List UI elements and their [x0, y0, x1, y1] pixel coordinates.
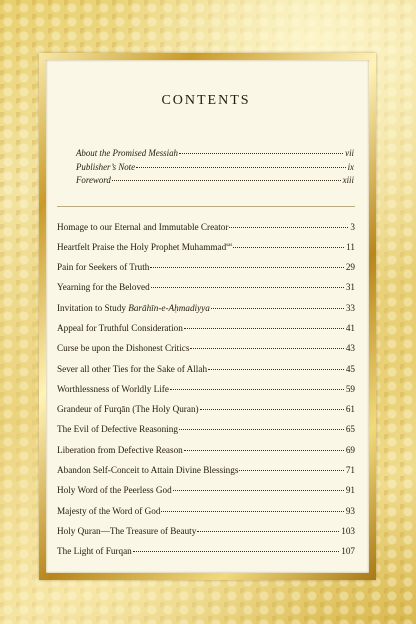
entry-title — [57, 399, 199, 419]
dot-leader — [179, 153, 343, 154]
entry-title — [57, 257, 149, 277]
page-number: ix — [347, 161, 354, 172]
page-number: 33 — [345, 302, 355, 313]
dot-leader — [208, 369, 344, 370]
page-number: 71 — [345, 465, 355, 476]
entry-title — [57, 460, 238, 480]
dot-leader — [239, 470, 343, 471]
dot-leader — [161, 511, 343, 512]
dot-leader — [184, 328, 344, 329]
page-number: 91 — [345, 485, 355, 496]
dot-leader — [200, 409, 344, 410]
dot-leader — [184, 450, 344, 451]
dot-leader — [233, 247, 344, 248]
toc-entry[interactable] — [57, 359, 355, 379]
dot-leader — [197, 531, 339, 532]
entry-title-text: Publisher’s Note — [76, 161, 136, 172]
page-number: 11 — [346, 241, 355, 252]
page-number: 59 — [345, 383, 355, 394]
dot-leader — [150, 267, 343, 268]
entry-title — [57, 419, 178, 439]
toc-entry[interactable] — [57, 399, 355, 419]
entry-title-text: The Evil of Defective Reasoning — [57, 424, 178, 435]
dot-leader — [229, 227, 348, 228]
toc-entry[interactable] — [57, 161, 355, 175]
front-matter-list — [57, 147, 355, 188]
chapter-list — [57, 217, 355, 562]
page-number: 65 — [345, 424, 355, 435]
toc-entry[interactable] — [57, 419, 355, 439]
entry-title-text: Appeal for Truthful Consideration — [57, 322, 183, 333]
entry-title-italic: Barāhīn-e-Aḥmadiyya — [128, 302, 210, 313]
entry-title — [57, 521, 196, 541]
toc-entry[interactable] — [57, 338, 355, 358]
entry-title — [57, 298, 210, 318]
dot-leader — [112, 180, 341, 181]
page-number: 41 — [345, 322, 355, 333]
entry-title — [57, 217, 228, 237]
toc-entry[interactable] — [57, 217, 355, 237]
entry-title — [57, 379, 169, 399]
contents-page — [46, 60, 369, 573]
page-title: CONTENTS — [161, 93, 251, 108]
entry-title-text: Curse be upon the Dishonest Critics — [57, 343, 190, 354]
toc-entry[interactable] — [57, 147, 355, 161]
entry-title — [76, 147, 178, 161]
entry-title-text: Liberation from Defective Reason — [57, 444, 183, 455]
dot-leader — [170, 389, 344, 390]
entry-title-text: Foreword — [76, 175, 111, 185]
toc-entry[interactable] — [57, 257, 355, 277]
page-number: vii — [345, 148, 354, 158]
page-number: 61 — [345, 404, 355, 415]
entry-title-text: Heartfelt Praise the Holy Prophet Muhammad — [57, 241, 227, 252]
entry-title — [57, 440, 183, 460]
toc-entry[interactable] — [57, 480, 355, 500]
entry-title — [57, 501, 160, 521]
dot-leader — [136, 167, 346, 168]
toc-entry[interactable] — [57, 521, 355, 541]
dot-leader — [211, 308, 344, 309]
entry-title-text: Homage to our Eternal and Immutable Creator — [57, 221, 229, 232]
honorific-superscript: sas — [226, 242, 233, 248]
gold-frame — [39, 53, 376, 580]
entry-title-text: Grandeur of Furqān (The Holy Quran) — [57, 404, 199, 415]
entry-title-text: Sever all other Ties for the Sake of Allah — [57, 363, 208, 374]
toc-entry[interactable] — [57, 237, 355, 257]
toc-entry[interactable] — [57, 298, 355, 318]
entry-title-text: Abandon Self-Conceit to Attain Divine Blessings — [57, 465, 239, 476]
dot-leader — [179, 429, 344, 430]
entry-title — [57, 237, 232, 257]
divider — [57, 206, 355, 207]
entry-title — [57, 318, 183, 338]
dot-leader — [133, 551, 339, 552]
toc-entry[interactable] — [57, 440, 355, 460]
entry-title-text: Invitation to Study — [57, 302, 129, 313]
toc-entry[interactable] — [57, 541, 355, 561]
entry-title — [57, 359, 207, 379]
page-number: 107 — [341, 546, 355, 557]
toc-entry[interactable] — [57, 460, 355, 480]
entry-title-text: About the Promised Messiah — [76, 148, 178, 158]
entry-title — [76, 161, 135, 175]
page-number: 43 — [345, 343, 355, 354]
dot-leader — [173, 490, 344, 491]
dot-leader — [190, 348, 343, 349]
entry-title-text: Holy Quran—The Treasure of Beauty — [57, 525, 197, 536]
toc-entry[interactable] — [57, 501, 355, 521]
page-number: 93 — [345, 505, 355, 516]
page-number: 69 — [345, 444, 355, 455]
entry-title — [57, 277, 150, 297]
entry-title — [57, 338, 189, 358]
page-number: xiii — [342, 175, 354, 185]
entry-title-text: The Light of Furqan — [57, 546, 132, 557]
entry-title-text: Worthlessness of Worldly Life — [57, 383, 169, 394]
entry-title — [76, 174, 111, 188]
page-number: 103 — [341, 525, 355, 536]
page-number: 45 — [345, 363, 355, 374]
toc-entry[interactable] — [57, 277, 355, 297]
entry-title-text: Majesty of the Word of God — [57, 505, 161, 516]
page-number: 29 — [345, 262, 355, 273]
page-number: 31 — [345, 282, 355, 293]
toc-entry[interactable] — [57, 174, 355, 188]
entry-title-text: Holy Word of the Peerless God — [57, 485, 172, 496]
entry-title — [57, 541, 132, 561]
toc-entry[interactable] — [57, 379, 355, 399]
page-number: 3 — [350, 221, 355, 232]
entry-title-text: Yearning for the Beloved — [57, 282, 150, 293]
entry-title — [57, 480, 172, 500]
toc-entry[interactable] — [57, 318, 355, 338]
entry-title-text: Pain for Seekers of Truth — [57, 262, 150, 273]
dot-leader — [151, 287, 344, 288]
